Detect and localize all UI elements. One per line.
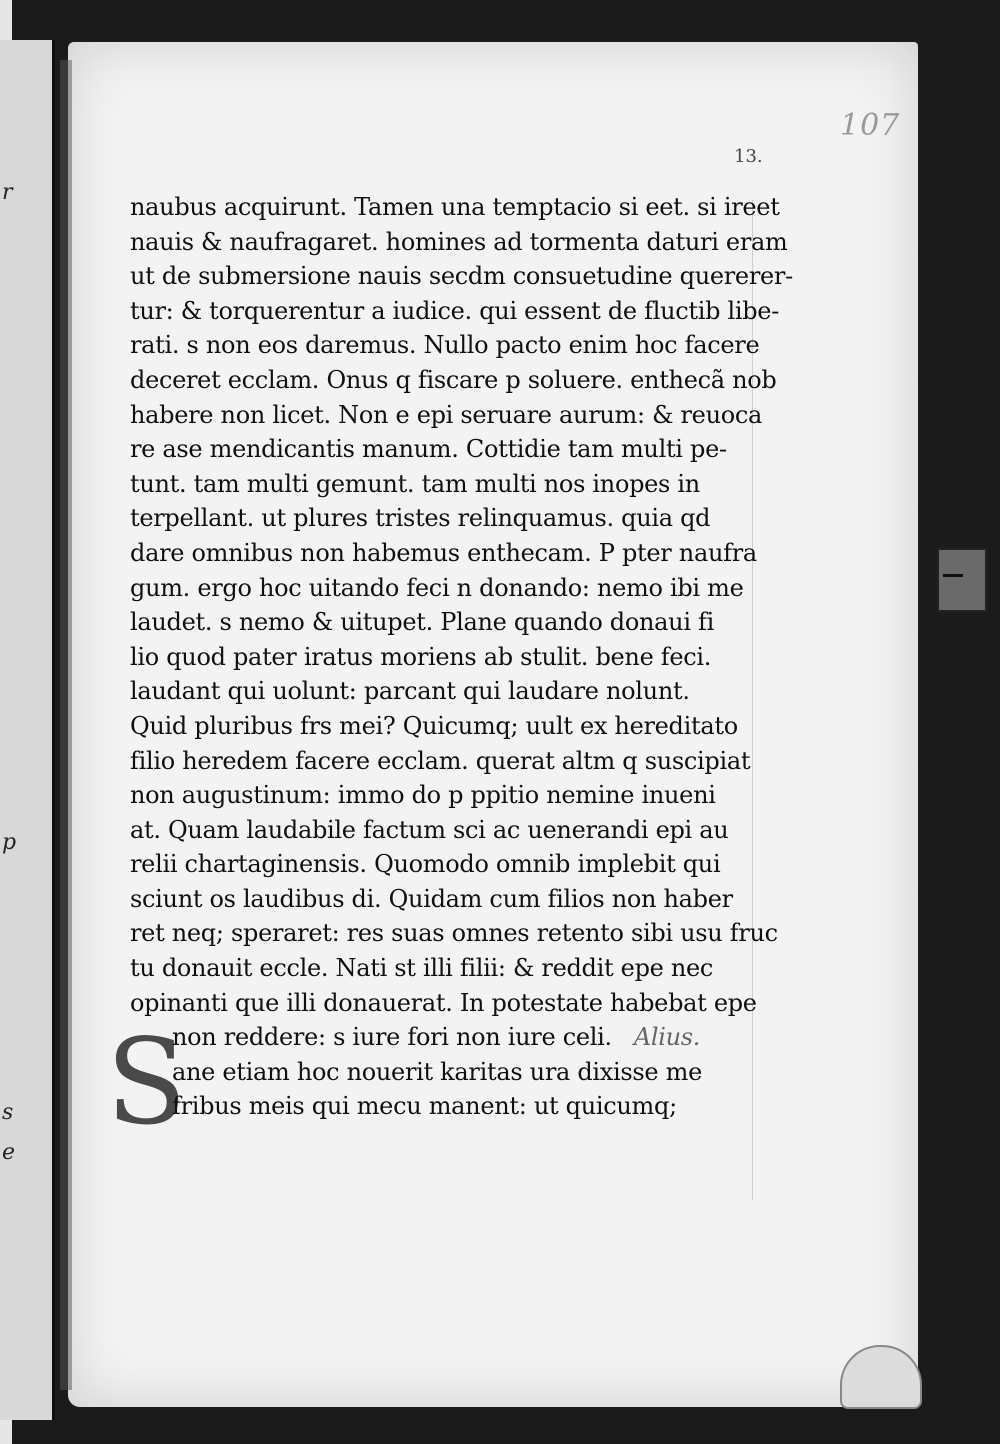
text-line: naubus acquirunt. Tamen una temptacio si eet. si ireet [130,193,780,221]
text-line: deceret ecclam. Onus q fiscare p soluere. enthecã nob [130,365,777,394]
text-line: ret neq; speraret: res suas omnes retento sibi usu fruc [130,919,778,948]
text-line: sciunt os laudibus di. Quidam cum filios non haber [130,884,733,913]
text-line: rati. s non eos daremus. Nullo pacto enim hoc facere [130,331,760,360]
text-line: relii chartaginensis. Quomodo omnib implebit qui [130,850,721,879]
text-line: nauis & naufragaret. homines ad tormenta daturi eram [130,227,788,256]
gutter-shadow [60,60,72,1390]
text-line: filio heredem facere ecclam. querat altm q suscipiat [130,746,751,775]
text-line: non augustinum: immo do p ppitio nemine inueni [130,781,716,810]
text-block [130,190,793,1124]
text-line: terpellant. ut plures tristes relinquamus. quia qd [130,504,711,533]
text-line: opinanti que illi donauerat. In potestate habebat epe [130,988,757,1017]
text-line [130,1020,780,1055]
text-line: tunt. tam multi gemunt. tam multi nos inopes in [130,469,700,498]
text-line: tur: & torquerentur a iudice. qui essent de fluctib libe- [130,296,780,325]
decorated-initial: S [106,1013,187,1151]
text-line: fribus meis qui mecu manent: ut quicumq; [172,1092,677,1121]
facing-page-letter: e [2,1140,16,1165]
tab-mark [943,574,963,577]
quire-mark: 13. [734,146,763,167]
text-line: ut de submersione nauis secdm consuetudine quererer- [130,262,793,291]
facing-page-letter: r [2,180,13,205]
facing-page [0,40,55,1420]
text-line: at. Quam laudabile factum sci ac uenerandi epi au [130,815,729,844]
facing-page-letter: s [2,1100,14,1125]
facing-page-letter: p [2,830,17,855]
text-line: lio quod pater iratus moriens ab stulit. bene feci. [130,642,712,671]
text-line-content: non reddere: s iure fori non iure celi. [172,1023,612,1052]
text-line: laudant qui uolunt: parcant qui laudare nolunt. [130,677,690,706]
text-line: Quid pluribus frs mei? Quicumq; uult ex hereditato [130,711,738,740]
text-line: ane etiam hoc nouerit karitas ura dixisse me [172,1057,703,1086]
text-line: re ase mendicantis manum. Cottidie tam multi pe- [130,435,727,464]
page-tab [937,548,987,612]
rubric-label: Alius. [633,1023,701,1052]
text-line: habere non licet. Non e epi seruare aurum: & reuoca [130,400,763,429]
text-line: tu donauit eccle. Nati st illi filii: & reddit epe nec [130,954,714,983]
folio-number: 107 [840,108,901,143]
text-line: laudet. s nemo & uitupet. Plane quando donaui fi [130,608,714,637]
text-line: gum. ergo hoc uitando feci n donando: nemo ibi me [130,573,744,602]
text-line: dare omnibus non habemus enthecam. P pter naufra [130,538,757,567]
